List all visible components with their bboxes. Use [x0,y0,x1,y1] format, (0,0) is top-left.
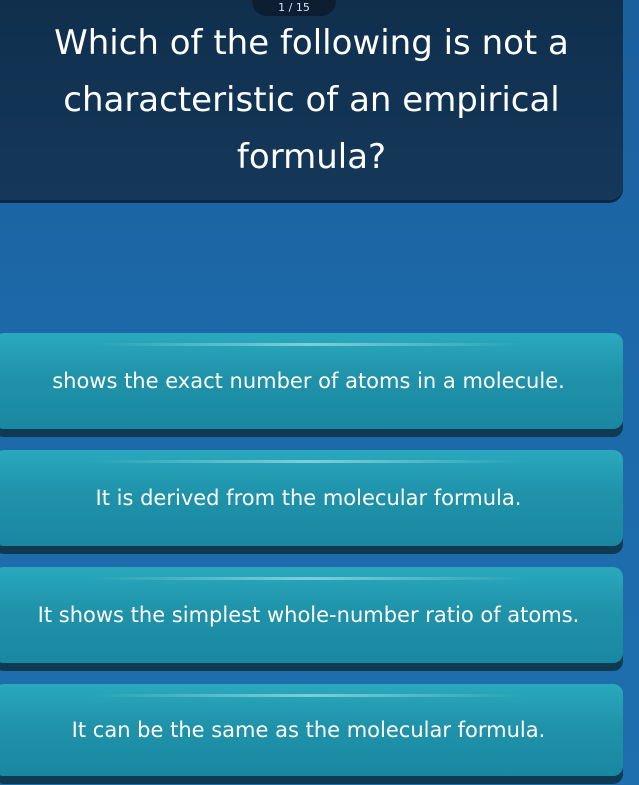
answer-option-4[interactable] [0,684,623,776]
option-highlight [94,694,523,697]
answer-option-2[interactable] [0,450,623,546]
question-counter-text: 1 / 15 [278,1,310,14]
answer-option-label: It is derived from the molecular formula. [95,486,522,510]
question-text: Which of the following is not a characteristic of an empirical formula? [54,22,569,177]
answer-option-label: shows the exact number of atoms in a molecule. [52,369,565,393]
answer-option-label: It can be the same as the molecular formula. [71,718,546,742]
option-highlight [94,460,523,463]
answer-option-3[interactable] [0,567,623,663]
option-highlight [94,343,523,346]
answer-option-label: It shows the simplest whole-number ratio of atoms. [37,603,580,627]
option-highlight [94,577,523,580]
question-card [0,0,623,200]
answer-option-1[interactable] [0,333,623,429]
question-counter [252,0,336,16]
